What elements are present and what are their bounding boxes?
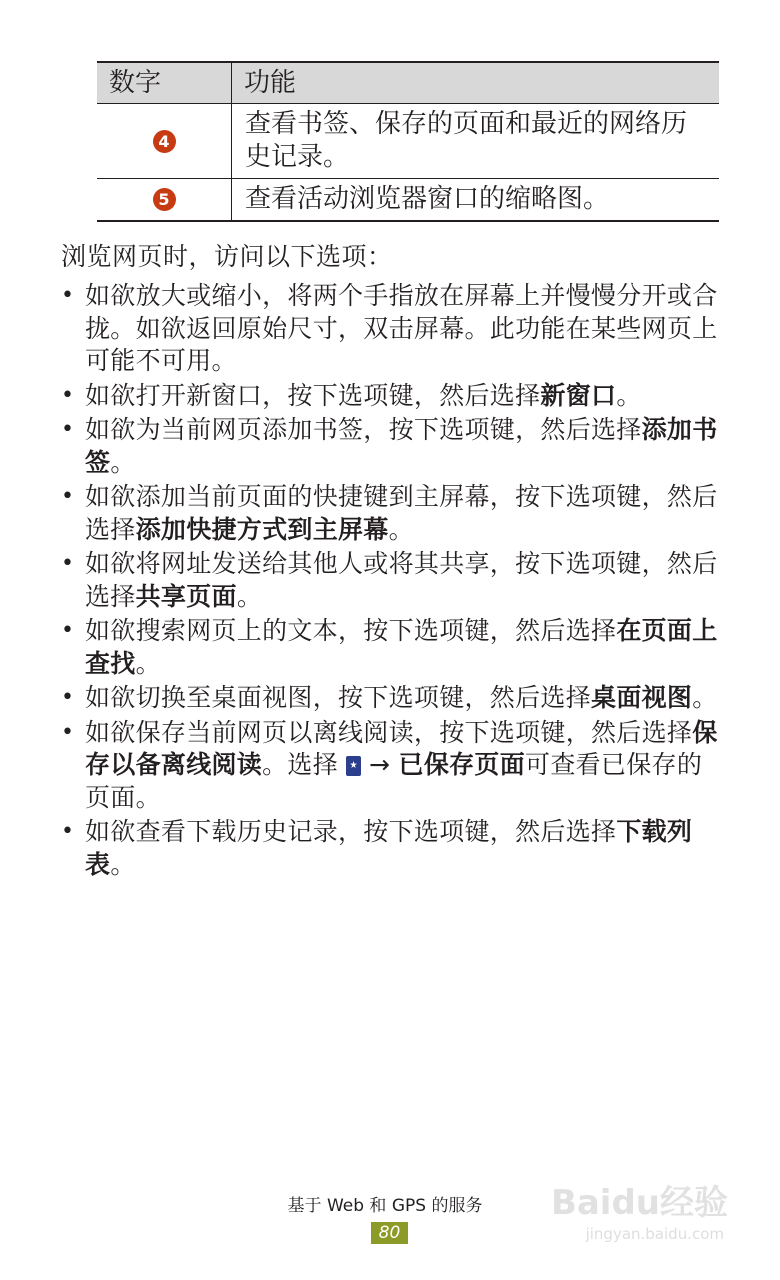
bullet-text: 。 — [110, 447, 136, 477]
row-number-cell — [97, 179, 232, 222]
bullet-dot: • — [61, 382, 75, 408]
bullet-text: 可查看已保存的页面。 — [85, 750, 703, 812]
bullet-text: 如欲为当前网页添加书签，按下选项键，然后选择 — [85, 415, 642, 444]
bullet-dot: • — [61, 685, 75, 710]
bullet-text: 。选择 — [262, 750, 339, 779]
bullet-text: 如欲查看下载历史记录，按下选项键，然后选择 — [85, 817, 617, 846]
bullet-dot: • — [61, 484, 75, 509]
menu-option-name: 共享页面 — [135, 581, 237, 611]
bullet-text: 如欲将网址发送给其他人或将其共享，按下选项键，然后选择 — [85, 549, 718, 611]
bullet-text: 如欲切换至桌面视图，按下选项键，然后选择 — [85, 683, 592, 712]
bullet-text: 如欲搜索网页上的文本，按下选项键，然后选择 — [85, 616, 617, 645]
bullet-text: 。 — [236, 581, 263, 611]
menu-option-name: 下载列表 — [85, 817, 693, 879]
bullet-text: 。 — [692, 683, 718, 712]
list-item — [61, 380, 721, 413]
list-item — [61, 414, 721, 479]
bullet-text: 。 — [135, 648, 161, 678]
bullet-text: 如欲放大或缩小，将两个手指放在屏幕上并慢慢分开或合拢。如欲返回原始尺寸，双击屏幕。此功能在某些网页上可能不可用。 — [85, 281, 718, 375]
intro-text: 浏览网页时，访问以下选项： — [61, 242, 393, 271]
bullet-dot: • — [61, 551, 75, 576]
bullet-text: 如欲保存当前网页以离线阅读，按下选项键，然后选择 — [85, 717, 693, 747]
bullet-text: 如欲打开新窗口，按下选项键，然后选择 — [85, 380, 541, 410]
header-number: 数字 — [97, 62, 232, 104]
table-header-row — [97, 62, 719, 104]
menu-option-name: 保存以备离线阅读 — [85, 717, 718, 779]
bookmark-star-icon — [346, 756, 361, 776]
bullet-text: 。 — [110, 849, 136, 879]
menu-option-name: 桌面视图 — [591, 683, 693, 712]
bullet-text: 。 — [616, 380, 642, 410]
section-title: 基于 Web 和 GPS 的服务 — [287, 1196, 483, 1216]
table-row — [97, 179, 719, 222]
bullet-dot: • — [61, 283, 75, 308]
watermark-url: jingyan.baidu.com — [585, 1225, 724, 1243]
list-item — [61, 615, 721, 680]
header-function: 功能 — [232, 62, 720, 104]
bullet-dot: • — [61, 819, 75, 844]
list-item — [61, 481, 721, 546]
list-item — [61, 280, 721, 378]
bullet-dot: • — [61, 417, 75, 442]
list-item — [61, 682, 721, 715]
number-badge-4: 4 — [153, 130, 176, 153]
arrow-glyph: → — [369, 750, 391, 779]
page-number: 80 — [371, 1222, 408, 1244]
bullet-dot: • — [61, 719, 75, 745]
list-item — [61, 548, 721, 613]
row-function-cell: 查看书签、保存的页面和最近的网络历史记录。 — [232, 104, 720, 179]
menu-option-name: 已保存页面 — [398, 750, 526, 779]
options-list — [61, 280, 721, 883]
menu-option-name: 在页面上查找 — [85, 616, 718, 678]
menu-option-name: 添加书签 — [85, 415, 718, 477]
menu-option-name: 新窗口 — [540, 380, 617, 410]
baidu-watermark — [548, 1183, 728, 1253]
bullet-dot: • — [61, 618, 75, 643]
watermark-logo: Baidu经验 — [550, 1183, 728, 1223]
row-number-cell — [97, 104, 232, 179]
list-item — [61, 717, 721, 815]
function-table — [97, 61, 719, 222]
menu-option-name: 添加快捷方式到主屏幕 — [135, 514, 389, 544]
table-row — [97, 104, 719, 179]
bullet-text: 如欲添加当前页面的快捷键到主屏幕，按下选项键，然后选择 — [85, 482, 718, 544]
number-badge-5: 5 — [153, 188, 176, 211]
row-function-cell: 查看活动浏览器窗口的缩略图。 — [232, 179, 720, 222]
list-item — [61, 816, 721, 881]
bullet-text: 。 — [388, 514, 414, 544]
